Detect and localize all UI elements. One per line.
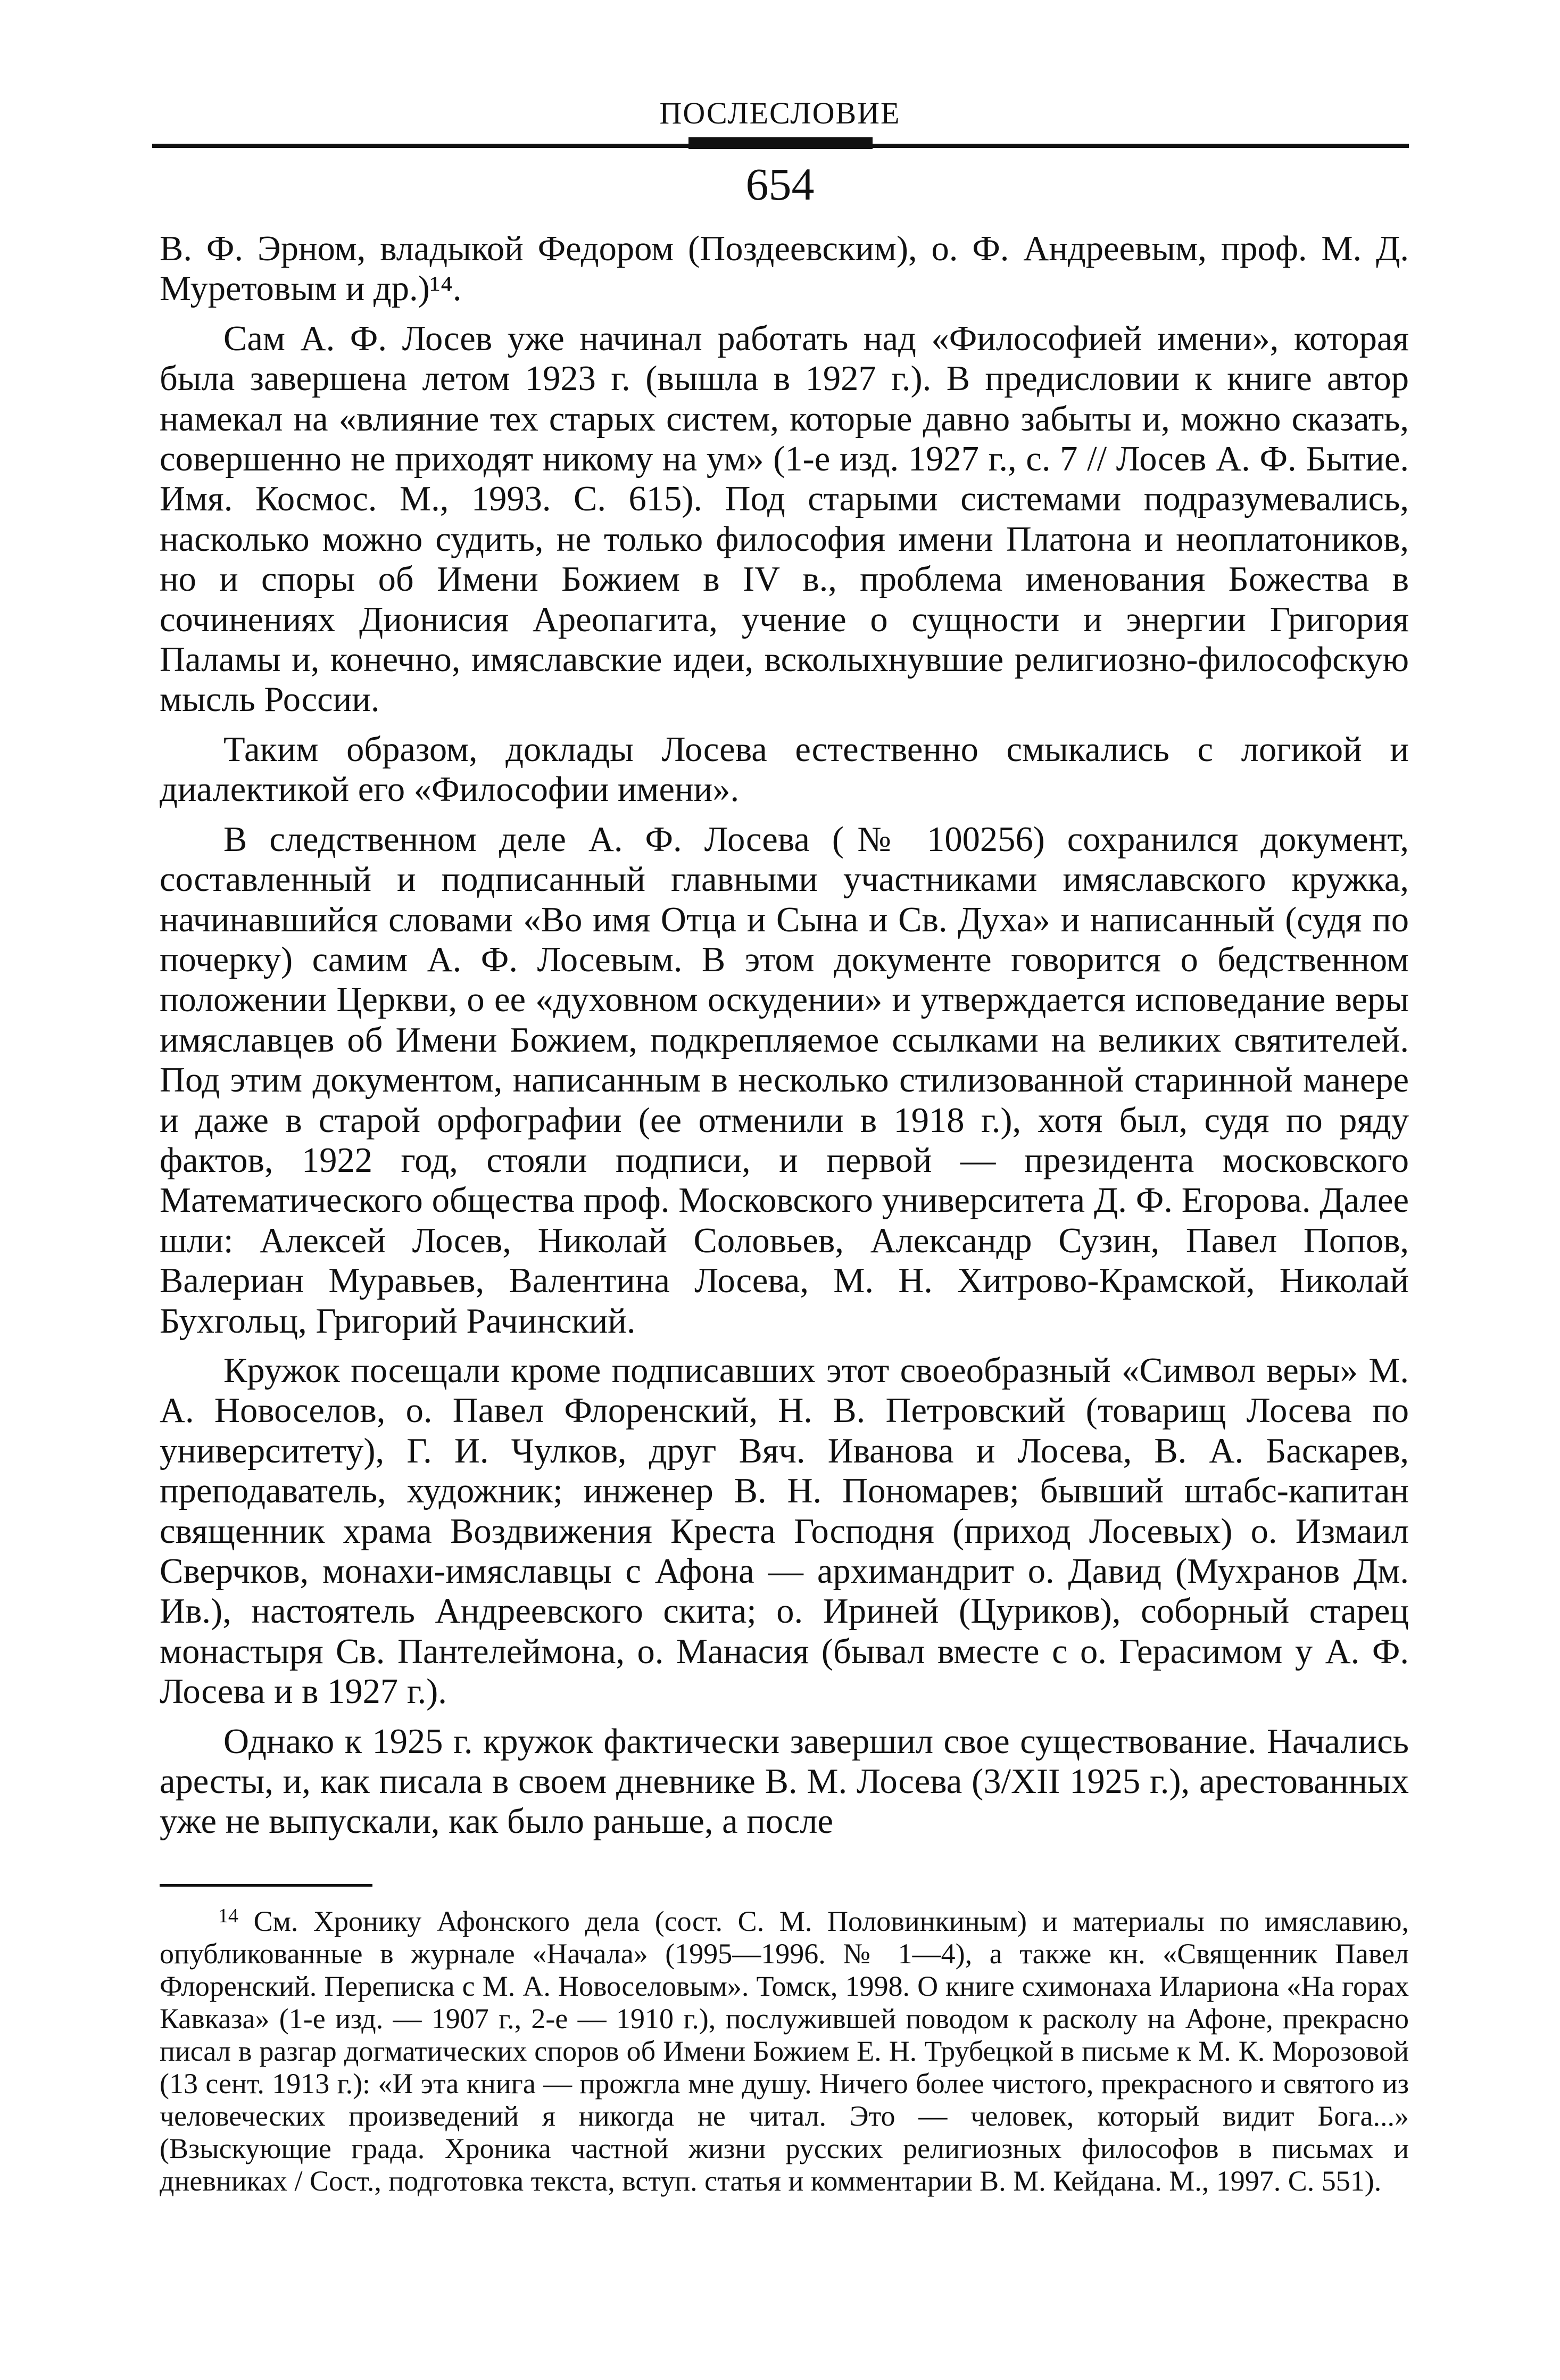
paragraph: Сам А. Ф. Лосев уже начинал работать над «Философией имени», которая была завершена летом 1923 г. (вышла в 1927 г.). В предисловии к книге автор намекал на «влияние тех старых систем, которые давно забыты и, можно сказать, совершенно не приходят никому на ум» (1-е изд. 1927 г., с. 7 // Лосев А. Ф. Бытие. Имя. Космос. М., 1993. С. 615). Под старыми системами подразумевались, насколько можно судить, не только философия имени Платона и неоплатоников, но и споры об Имени Божием в IV в., проблема именования Божества в сочинениях Дионисия Ареопагита, учение о сущности и энергии Григория Паламы и, конечно, имяславские идеи, всколыхнувшие религиозно-философскую мысль России.: [160, 319, 1409, 720]
paragraph: В следственном деле А. Ф. Лосева (№ 100256) сохранился документ, составленный и подписанный главными участниками имяславского кружка, начинавшийся словами «Во имя Отца и Сына и Св. Духа» и написанный (судя по почерку) самим А. Ф. Лосевым. В этом документе говорится о бедственном положении Церкви, о ее «духовном оскудении» и утверждается исповедание веры имяславцев об Имени Божием, подкрепляемое ссылками на великих святителей. Под этим документом, написанным в несколько стилизованной старинной манере и даже в старой орфографии (ее отменили в 1918 г.), хотя был, судя по ряду фактов, 1922 год, стояли подписи, и первой — президента московского Математического общества проф. Московского университета Д. Ф. Егорова. Далее шли: Алексей Лосев, Николай Соловьев, Александр Сузин, Павел Попов, Валериан Муравьев, Валентина Лосева, М. Н. Хитрово-Крамской, Николай Бухгольц, Григорий Рачинский.: [160, 820, 1409, 1341]
paragraph: Кружок посещали кроме подписавших этот своеобразный «Символ веры» М. А. Новоселов, о. Павел Флоренский, Н. В. Петровский (товарищ Лосева по университету), Г. И. Чулков, друг Вяч. Иванова и Лосева, В. А. Баскарев, преподаватель, художник; инженер В. Н. Пономарев; бывший штабс-капитан священник храма Воздвижения Креста Господня (приход Лосевых) о. Измаил Сверчков, монахи-имяславцы с Афона — архимандрит о. Давид (Мухранов Дм. Ив.), настоятель Андреевского скита; о. Ириней (Цуриков), соборный старец монастыря Св. Пантелеймона, о. Манасия (бывал вместе с о. Герасимом у А. Ф. Лосева и в 1927 г.).: [160, 1351, 1409, 1712]
footnote: [160, 1905, 1409, 2197]
paragraph-continuation: В. Ф. Эрном, владыкой Федором (Поздеевским), о. Ф. Андреевым, проф. М. Д. Муретовым и др.)¹⁴.: [160, 229, 1409, 309]
page-number: 654: [745, 159, 815, 210]
paragraph: Однако к 1925 г. кружок фактически завершил свое существование. Начались аресты, и, как писала в своем дневнике В. М. Лосева (3/XII 1925 г.), арестованных уже не выпускали, как было раньше, а после: [160, 1722, 1409, 1841]
footnote-text: См. Хронику Афонского дела (сост. С. М. Половинкиным) и материалы по имяславию, опубликованные в журнале «Начала» (1995—1996. № 1—4), а также кн. «Священник Павел Флоренский. Переписка с М. А. Новоселовым». Томск, 1998. О книге схимонаха Илариона «На горах Кавказа» (1-е изд. — 1907 г., 2-е — 1910 г.), послужившей поводом к расколу на Афоне, прекрасно писал в разгар догматических споров об Имени Божием Е. Н. Трубецкой в письме к М. К. Морозовой (13 сент. 1913 г.): «И эта книга — прожгла мне душу. Ничего более чистого, прекрасного и святого из человеческих произведений я никогда не читал. Это — человек, который видит Бога...» (Взыскующие града. Хроника частной жизни русских религиозных философов в письмах и дневниках / Сост., подготовка текста, вступ. статья и комментарии В. М. Кейдана. М., 1997. С. 551).: [160, 1905, 1409, 2197]
paragraph: Таким образом, доклады Лосева естественно смыкались с логикой и диалектикой его «Философии имени».: [160, 730, 1409, 809]
footnote-marker: 14: [218, 1905, 238, 1927]
main-text: [160, 229, 1409, 1842]
header-rule-ornament: [688, 137, 873, 149]
footnote-rule: [160, 1884, 372, 1887]
running-title: ПОСЛЕСЛОВИЕ: [659, 96, 901, 130]
